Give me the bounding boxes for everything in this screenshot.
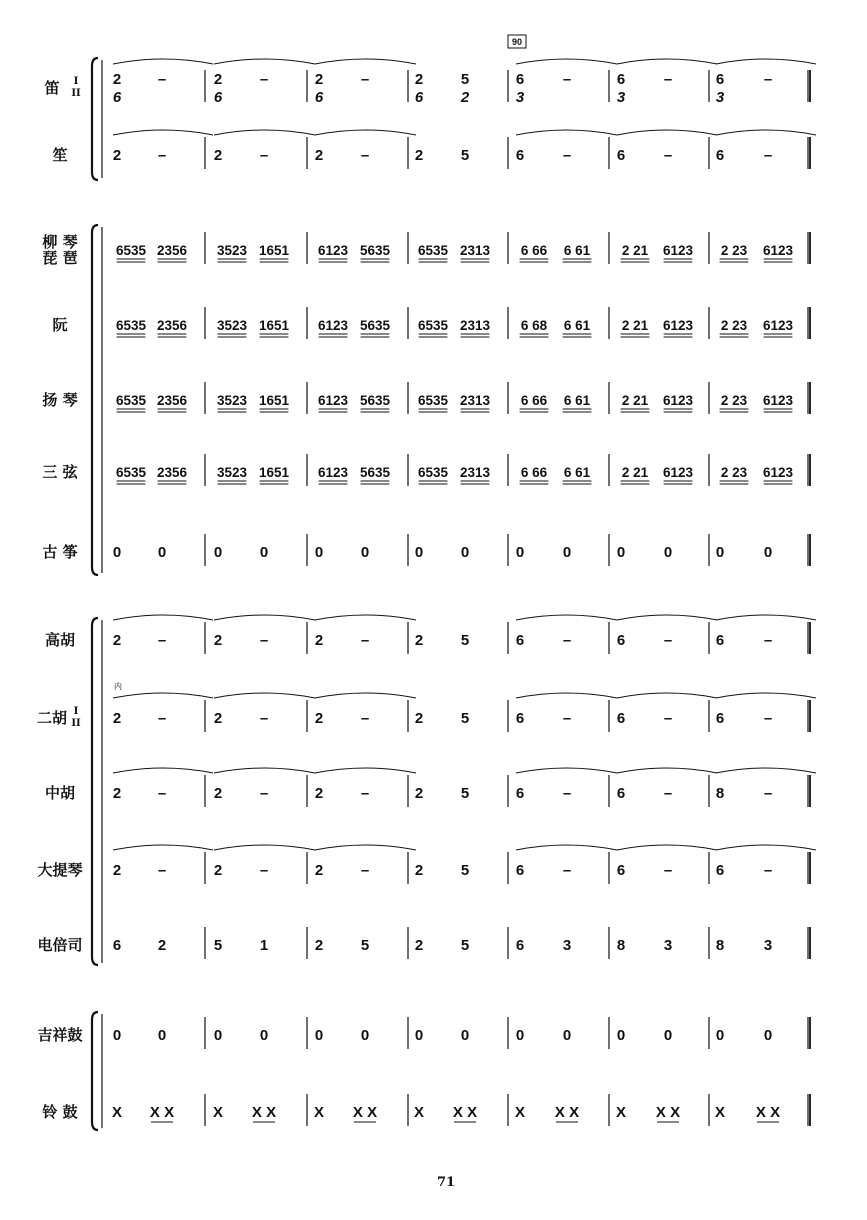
instrument-label: 铃 鼓 (42, 1103, 78, 1121)
note: – (360, 710, 370, 727)
note: 0 (213, 1027, 223, 1044)
note-run: 1651 (258, 393, 290, 408)
note-upper: 2 (414, 71, 424, 88)
note: 0 (460, 544, 470, 561)
note: – (157, 147, 167, 164)
tie (617, 845, 717, 850)
tie (516, 693, 617, 698)
note-run: 1651 (258, 243, 290, 258)
note: X X (755, 1104, 781, 1121)
note-run: 6123 (762, 393, 794, 408)
note-run: 6123 (317, 465, 349, 480)
note: 0 (360, 544, 370, 561)
staff-row-sheng (113, 130, 816, 164)
note: 0 (157, 1027, 167, 1044)
note-lower: 6 (414, 89, 424, 106)
system-bracket (92, 618, 98, 965)
note-run: 6535 (417, 243, 449, 258)
note-upper: 6 (616, 71, 626, 88)
tie (113, 59, 213, 64)
note: 0 (414, 544, 424, 561)
tie (617, 130, 717, 135)
note: 3 (763, 937, 773, 954)
markings (111, 35, 526, 1190)
note-run: 2356 (156, 393, 188, 408)
note: 0 (314, 544, 324, 561)
note: – (663, 632, 673, 649)
note: 6 (616, 632, 626, 649)
note: 6 (715, 710, 725, 727)
staff-row-gaohu (113, 615, 816, 649)
note: – (259, 147, 269, 164)
note: 6 (616, 710, 626, 727)
note: X (111, 1104, 123, 1121)
note: 6 (515, 710, 525, 727)
tie (214, 693, 315, 698)
note: 2 (414, 862, 424, 879)
tie (516, 59, 617, 64)
tie (214, 59, 315, 64)
note-run: 6 66 (520, 465, 548, 480)
note-run: 6 66 (520, 393, 548, 408)
tie (214, 845, 315, 850)
note-run: 6 61 (563, 243, 591, 258)
note: 5 (460, 937, 470, 954)
note: X X (452, 1104, 478, 1121)
divisi-label: II (71, 88, 81, 99)
note: 0 (259, 1027, 269, 1044)
note: 2 (414, 147, 424, 164)
note: – (562, 785, 572, 802)
note-run: 2 23 (720, 465, 748, 480)
note-run: 6 66 (520, 243, 548, 258)
note: 0 (616, 544, 626, 561)
note: 0 (314, 1027, 324, 1044)
tie (516, 615, 617, 620)
tie (113, 845, 213, 850)
note: 5 (460, 785, 470, 802)
note-run: 1651 (258, 465, 290, 480)
instrument-labels (37, 76, 83, 1121)
instrument-label: 高胡 (44, 631, 76, 649)
note: – (663, 862, 673, 879)
divisi-label: I (73, 706, 79, 717)
staff-row-datiqin (113, 845, 816, 879)
note: – (562, 632, 572, 649)
note-run: 6123 (662, 393, 694, 408)
note: 2 (112, 632, 122, 649)
tie (113, 615, 213, 620)
note: 0 (715, 544, 725, 561)
tie (214, 130, 315, 135)
note: 0 (763, 544, 773, 561)
note-run: 6535 (115, 318, 147, 333)
instrument-label: 大提琴 (37, 861, 83, 879)
note: – (157, 862, 167, 879)
note-run: 6535 (115, 243, 147, 258)
note-upper: 6 (515, 71, 525, 88)
staff-row-zhonghu (113, 768, 816, 802)
staff-row-linggu (112, 1104, 780, 1122)
tie (315, 768, 416, 773)
note-run: 2313 (459, 393, 491, 408)
note: 2 (112, 710, 122, 727)
tie (716, 59, 816, 64)
svg-text:90: 90 (511, 37, 523, 47)
tie (716, 693, 816, 698)
note: 2 (213, 785, 223, 802)
note: 6 (715, 147, 725, 164)
staff-row-jixianggu (113, 1027, 772, 1044)
note: – (259, 710, 269, 727)
note: – (763, 147, 773, 164)
note: 6 (515, 785, 525, 802)
note: 0 (663, 544, 673, 561)
tie (315, 59, 416, 64)
tie (113, 693, 213, 698)
note-run: 6123 (762, 318, 794, 333)
note: 2 (314, 710, 324, 727)
instrument-label: 笙 (52, 146, 68, 164)
note: 6 (616, 147, 626, 164)
note: 2 (314, 937, 324, 954)
note-run: 2 23 (720, 393, 748, 408)
note: – (763, 862, 773, 879)
note-upper: – (763, 71, 773, 88)
note-lower: 2 (460, 89, 470, 106)
note: 5 (360, 937, 370, 954)
note-run: 3523 (216, 465, 248, 480)
note-run: 6535 (417, 318, 449, 333)
note-run: 2 21 (621, 243, 649, 258)
tie (315, 845, 416, 850)
note-run: 6123 (762, 465, 794, 480)
note-upper: 2 (213, 71, 223, 88)
note: 0 (616, 1027, 626, 1044)
staff-row-erhu (113, 693, 816, 727)
note: – (562, 147, 572, 164)
note: 3 (663, 937, 673, 954)
tie (716, 768, 816, 773)
divisi-label: II (71, 718, 81, 729)
tie (617, 693, 717, 698)
note: 6 (616, 862, 626, 879)
note: 6 (515, 632, 525, 649)
note: 0 (259, 544, 269, 561)
note-run: 1651 (258, 318, 290, 333)
instrument-label: 三 弦 (42, 463, 78, 481)
tie (315, 615, 416, 620)
note-run: 3523 (216, 393, 248, 408)
note: 0 (213, 544, 223, 561)
instrument-label: 二胡 (36, 709, 68, 727)
staff-row-guzheng (113, 544, 772, 561)
tie (617, 59, 717, 64)
note-run: 2356 (156, 243, 188, 258)
tie (113, 130, 213, 135)
note-upper: 6 (715, 71, 725, 88)
note: 0 (112, 1027, 122, 1044)
note-upper: – (259, 71, 269, 88)
note-run: 2 21 (621, 393, 649, 408)
tie (214, 615, 315, 620)
note: 0 (562, 1027, 572, 1044)
note: 2 (213, 862, 223, 879)
note-run: 6 68 (520, 318, 548, 333)
note: 0 (414, 1027, 424, 1044)
note-run: 6535 (417, 465, 449, 480)
note: X (514, 1104, 526, 1121)
note: 0 (460, 1027, 470, 1044)
note: – (663, 710, 673, 727)
tie (516, 768, 617, 773)
rehearsal-mark (508, 35, 526, 48)
note-run: 2 21 (621, 465, 649, 480)
note: 6 (515, 862, 525, 879)
note-upper: 5 (460, 71, 470, 88)
instrument-label: 中胡 (44, 784, 76, 802)
note: X X (251, 1104, 277, 1121)
note: 6 (515, 937, 525, 954)
notes (112, 59, 816, 1122)
tie (315, 130, 416, 135)
note: 8 (715, 937, 725, 954)
note: X X (554, 1104, 580, 1121)
note: – (562, 862, 572, 879)
note: 2 (213, 710, 223, 727)
tie (617, 768, 717, 773)
note: 6 (616, 785, 626, 802)
note: 5 (460, 862, 470, 879)
note: – (763, 710, 773, 727)
note-run: 6535 (417, 393, 449, 408)
staff-row-sanxian (116, 465, 794, 484)
note: X (615, 1104, 627, 1121)
note: – (259, 632, 269, 649)
note: 2 (314, 785, 324, 802)
tie (716, 615, 816, 620)
instrument-label: 古 筝 (42, 543, 78, 561)
note: 2 (112, 147, 122, 164)
note: X X (655, 1104, 681, 1121)
note: 6 (515, 147, 525, 164)
note: – (663, 147, 673, 164)
note: X (413, 1104, 425, 1121)
note-lower: 3 (715, 89, 725, 106)
instrument-label: 笛 (44, 79, 60, 97)
note: – (763, 632, 773, 649)
note: 2 (314, 632, 324, 649)
system-bracket (92, 225, 98, 575)
note-run: 2 23 (720, 243, 748, 258)
note: 5 (460, 710, 470, 727)
note: – (259, 862, 269, 879)
note-run: 2313 (459, 318, 491, 333)
note: 6 (715, 632, 725, 649)
note: 2 (414, 785, 424, 802)
note: 5 (460, 632, 470, 649)
note-run: 3523 (216, 243, 248, 258)
note-run: 2356 (156, 465, 188, 480)
note: 6 (715, 862, 725, 879)
note-run: 6535 (115, 465, 147, 480)
staff-row-ruan (116, 318, 794, 337)
note: 0 (360, 1027, 370, 1044)
tie (516, 845, 617, 850)
note-run: 6123 (662, 465, 694, 480)
note: X (212, 1104, 224, 1121)
note: 2 (112, 862, 122, 879)
instrument-label: 扬 琴 (42, 391, 78, 409)
note-upper: – (360, 71, 370, 88)
note: 0 (763, 1027, 773, 1044)
note: – (157, 710, 167, 727)
note: 0 (515, 1027, 525, 1044)
note-run: 6123 (317, 393, 349, 408)
note: X (313, 1104, 325, 1121)
note: 2 (213, 632, 223, 649)
note: – (360, 785, 370, 802)
note: 6 (112, 937, 122, 954)
erhu-marking: 内 (114, 682, 122, 691)
note-run: 2 23 (720, 318, 748, 333)
note-lower: 6 (213, 89, 223, 106)
note: – (360, 147, 370, 164)
staff-row-yangqin (116, 393, 794, 412)
note: 2 (157, 937, 167, 954)
note: 2 (414, 710, 424, 727)
note-run: 5635 (359, 465, 391, 480)
note: 8 (616, 937, 626, 954)
note-lower: 6 (112, 89, 122, 106)
note: X X (352, 1104, 378, 1121)
note: 0 (515, 544, 525, 561)
note-run: 6123 (762, 243, 794, 258)
note-upper: – (562, 71, 572, 88)
tie (516, 130, 617, 135)
note: 0 (663, 1027, 673, 1044)
tie (617, 615, 717, 620)
note: 2 (414, 937, 424, 954)
note-run: 2356 (156, 318, 188, 333)
note-run: 2 21 (621, 318, 649, 333)
note-run: 6 61 (563, 318, 591, 333)
note-run: 6535 (115, 393, 147, 408)
barlines (205, 70, 810, 1126)
system-bracket (92, 58, 98, 180)
note: 2 (414, 632, 424, 649)
instrument-label: 电倍司 (37, 936, 83, 954)
divisi-label: I (73, 76, 79, 87)
note-run: 6123 (317, 243, 349, 258)
note-upper: – (157, 71, 167, 88)
note-upper: 2 (112, 71, 122, 88)
tie (113, 768, 213, 773)
note: 2 (112, 785, 122, 802)
note: – (259, 785, 269, 802)
note-run: 6123 (662, 318, 694, 333)
note: – (562, 710, 572, 727)
note-upper: – (663, 71, 673, 88)
note-run: 5635 (359, 243, 391, 258)
note-run: 2313 (459, 465, 491, 480)
instrument-label: 琵 琶 (42, 249, 78, 267)
staff-row-dianbeisi (113, 937, 772, 954)
note: X X (149, 1104, 175, 1121)
instrument-label: 吉祥鼓 (37, 1026, 83, 1044)
note: 0 (157, 544, 167, 561)
note-run: 5635 (359, 318, 391, 333)
tie (716, 130, 816, 135)
note: 3 (562, 937, 572, 954)
staff-row-di (113, 59, 816, 106)
note: – (157, 632, 167, 649)
note-run: 6123 (317, 318, 349, 333)
note: 1 (259, 937, 269, 954)
note: 5 (460, 147, 470, 164)
note: – (360, 862, 370, 879)
note-run: 3523 (216, 318, 248, 333)
note: 5 (213, 937, 223, 954)
note-upper: 2 (314, 71, 324, 88)
note: 2 (314, 147, 324, 164)
system-brackets (92, 58, 102, 1130)
note: 2 (213, 147, 223, 164)
page-number: 71 (436, 1175, 456, 1190)
note-lower: 6 (314, 89, 324, 106)
tie (716, 845, 816, 850)
instrument-label: 阮 (52, 316, 68, 334)
note-lower: 3 (616, 89, 626, 106)
note-run: 5635 (359, 393, 391, 408)
note: 0 (562, 544, 572, 561)
staff-row-liuqin-pipa (116, 243, 794, 262)
note-run: 2313 (459, 243, 491, 258)
tie (214, 768, 315, 773)
note-lower: 3 (515, 89, 525, 106)
note-run: 6 61 (563, 465, 591, 480)
note: 0 (715, 1027, 725, 1044)
system-bracket (92, 1012, 98, 1130)
note: – (360, 632, 370, 649)
note: 8 (715, 785, 725, 802)
instrument-label: 柳 琴 (42, 233, 78, 251)
tie (315, 693, 416, 698)
note-run: 6 61 (563, 393, 591, 408)
note: – (663, 785, 673, 802)
note: 0 (112, 544, 122, 561)
note: X (714, 1104, 726, 1121)
note: – (157, 785, 167, 802)
note: – (763, 785, 773, 802)
note: 2 (314, 862, 324, 879)
note-run: 6123 (662, 243, 694, 258)
